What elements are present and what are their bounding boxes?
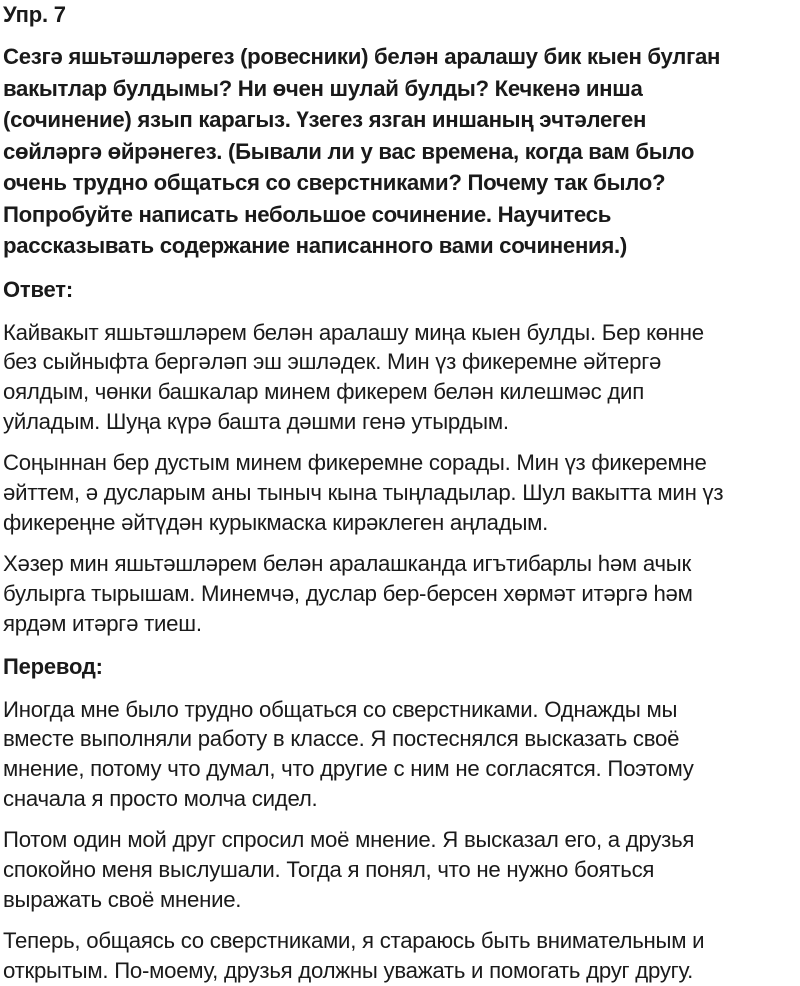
translation-paragraph <box>3 695 800 814</box>
answer-line: без сыйныфта бергәләп эш эшләдек. Мин үз фикеремне әйтергә <box>3 349 662 375</box>
translation-line: выражать своё мнение. <box>3 886 242 912</box>
answer-paragraph <box>3 549 800 638</box>
answer-line: оялдым, чөнки башкалар минем фикерем белән килешмәс дип <box>3 378 644 404</box>
answer-line: ярдәм итәргә тиеш. <box>3 610 202 636</box>
answer-line: уйладым. Шуңа күрә башта дәшми генә утырдым. <box>3 408 509 434</box>
exercise-title: Упр. 7 <box>3 2 66 27</box>
translation-line: мнение, потому что думал, что другие с ним не согласятся. Поэтому <box>3 755 694 781</box>
answer-line: әйттем, ә дусларым аны тыныч кына тыңладылар. Шул вакытта мин үз <box>3 480 724 506</box>
task-line: вакытлар булдымы? Ни өчен шулай булды? Кечкенә инша <box>3 75 643 101</box>
answer-line: булырга тырышам. Минемчә, дуслар бер-берсен хөрмәт итәргә һәм <box>3 581 693 607</box>
translation-line: сначала я просто молча сидел. <box>3 785 318 811</box>
answer-line: Кайвакыт яшьтәшләрем белән аралашу миңа кыен булды. Бер көнне <box>3 319 704 345</box>
task-line: Сезгә яшьтәшләрегез (ровесники) белән аралашу бик кыен булган <box>3 44 721 69</box>
translation-line: открытым. По-моему, друзья должны уважать и помогать друг другу. <box>3 958 694 984</box>
translation-paragraph <box>3 926 800 985</box>
answer-line: Соңыннан бер дустым минем фикеремне сорады. Мин үз фикеремне <box>3 450 707 476</box>
translation-paragraph <box>3 825 800 914</box>
answer-paragraph <box>3 318 800 437</box>
translation-heading: Перевод: <box>3 653 103 679</box>
translation-line: вместе выполняли работу в классе. Я постеснялся высказать своё <box>3 726 680 752</box>
answer-paragraph <box>3 448 800 537</box>
task-line: рассказывать содержание написанного вами сочинения.) <box>3 233 627 258</box>
task-line: (сочинение) язып карагыз. Үзегез язган иншаның эчтәлеген <box>3 107 647 132</box>
task-line: сөйләргә өйрәнегез. (Бывали ли у вас времена, когда вам было <box>3 138 695 164</box>
task-line: Попробуйте написать небольшое сочинение. Научитесь <box>3 201 612 227</box>
answer-line: Хәзер мин яшьтәшләрем белән аралашканда игътибарлы һәм ачык <box>3 551 691 577</box>
exercise-page <box>3 0 800 986</box>
task-line: очень трудно общаться со сверстниками? Почему так было? <box>3 170 666 195</box>
answer-heading: Ответ: <box>3 276 73 302</box>
translation-line: спокойно меня выслушали. Тогда я понял, что не нужно бояться <box>3 857 655 883</box>
translation-line: Теперь, общаясь со сверстниками, я стараюсь быть внимательным и <box>3 928 705 954</box>
translation-line: Потом один мой друг спросил моё мнение. Я высказал его, а друзья <box>3 827 695 853</box>
answer-line: фикереңне әйтүдән курыкмаска кирәклеген аңладым. <box>3 509 549 535</box>
translation-line: Иногда мне было трудно общаться со сверстниками. Однажды мы <box>3 696 678 722</box>
exercise-task <box>3 41 800 262</box>
